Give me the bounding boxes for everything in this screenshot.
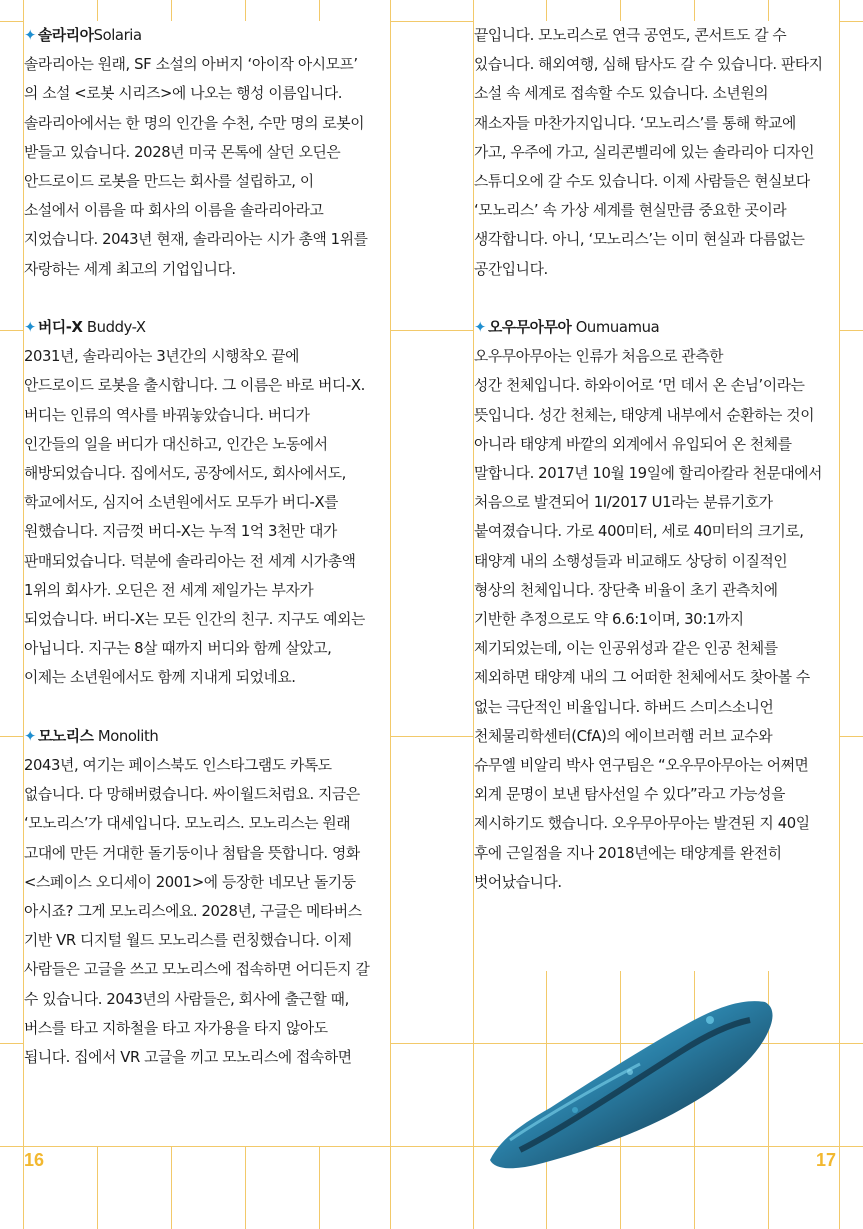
body-line: 제시하기도 했습니다. 오우무아무아는 발견된 지 40일 [474,815,810,833]
body-line: 학교에서도, 심지어 소년원에서도 모두가 버디-X를 [24,494,339,512]
body-line: 공간입니다. [474,260,548,278]
section-title [474,313,839,342]
body-line: 제기되었는데, 이는 인공위성과 같은 인공 천체를 [474,640,778,658]
body-line: ‘모노리스’ 속 가상 세계를 현실만큼 중요한 곳이라 [474,202,787,220]
section-title-english: Buddy-X [86,319,146,337]
body-line: 고대에 만든 거대한 돌기둥이나 첨탑을 뜻합니다. 영화 [24,844,360,862]
body-line: 아니라 태양계 바깥의 외계에서 유입되어 온 천체를 [474,435,792,453]
body-line: 제외하면 태양계 내의 그 어떠한 천체에서도 찾아볼 수 [474,669,810,687]
body-line: 사람들은 고글을 쓰고 모노리스에 접속하면 어디든지 갈 [24,961,370,979]
body-line: 외계 문명이 보낸 탐사선일 수 있다”라고 가능성을 [474,786,785,804]
section-title-english: Monolith [97,727,159,745]
body-line: 천체물리학센터(CfA)의 에이브러햄 러브 교수와 [474,727,773,745]
body-line: 소설 속 세계로 접속할 수도 있습니다. 소년원의 [474,85,769,103]
body-line: 소설에서 이름을 따 회사의 이름을 솔라리아라고 [24,202,324,220]
section-oumuamua [474,313,839,897]
body-line: 벗어났습니다. [474,873,562,891]
body-line: 솔라리아에서는 한 명의 인간을 수천, 수만 명의 로봇이 [24,114,365,132]
section-title-korean: 오우무아무아 [488,319,572,337]
section-title-korean: 모노리스 [38,727,94,745]
left-page-column [24,21,390,1146]
star-icon: ✦ [24,27,36,44]
section-title [24,313,390,342]
page-number-left: 16 [24,1150,45,1170]
body-line: 뜻입니다. 성간 천체는, 태양계 내부에서 순환하는 것이 [474,406,815,424]
body-line: 수 있습니다. 2043년의 사람들은, 회사에 출근할 때, [24,990,349,1008]
body-line: 끝입니다. 모노리스로 연극 공연도, 콘서트도 갈 수 [474,27,787,44]
body-line: 안드로이드 로봇을 만드는 회사를 설립하고, 이 [24,173,314,191]
body-line: 가고, 우주에 가고, 실리콘벨리에 있는 솔라리아 디자인 [474,143,815,161]
oumuamua-asteroid-illustration [480,990,780,1175]
section-monolith [24,722,390,1072]
body-line: 재소자들 마찬가지입니다. ‘모노리스’를 통해 학교에 [474,114,796,132]
body-line: 기반 VR 디지털 월드 모노리스를 런칭했습니다. 이제 [24,932,352,950]
body-line: 솔라리아는 원래, SF 소설의 아버지 ‘아이작 아시모프’ [24,56,358,74]
star-icon: ✦ [474,319,486,337]
body-line: 기반한 추정으로도 약 6.6:1이며, 30:1까지 [474,611,744,629]
body-line: 인간들의 일을 버디가 대신하고, 인간은 노동에서 [24,435,328,453]
body-line: ‘모노리스’가 대세입니다. 모노리스. 모노리스는 원래 [24,815,351,833]
body-line: 판매되었습니다. 덕분에 솔라리아는 전 세계 시가총액 [24,552,356,570]
body-line: 됩니다. 집에서 VR 고글을 끼고 모노리스에 접속하면 [24,1049,352,1067]
body-line: 형상의 천체입니다. 장단축 비율이 초기 관측치에 [474,581,778,599]
body-line: 버스를 타고 지하철을 타고 자가용을 타지 않아도 [24,1019,328,1037]
body-line: 없습니다. 다 망해버렸습니다. 싸이월드처럼요. 지금은 [24,786,360,804]
body-line: 2031년, 솔라리아는 3년간의 시행착오 끝에 [24,348,299,366]
body-line: 붙여졌습니다. 가로 400미터, 세로 40미터의 크기로, [474,523,804,541]
body-line: 1위의 회사가. 오딘은 전 세계 제일가는 부자가 [24,581,314,599]
section-spacer [24,284,390,313]
section-title [24,21,390,50]
body-line: 없는 극단적인 비율입니다. 하버드 스미스소니언 [474,698,774,716]
body-line: 해방되었습니다. 집에서도, 공장에서도, 회사에서도, [24,465,346,483]
body-line: 지었습니다. 2043년 현재, 솔라리아는 시가 총액 1위를 [24,231,368,249]
body-line: 스튜디오에 갈 수도 있습니다. 이제 사람들은 현실보다 [474,173,810,191]
body-line: 태양계 내의 소행성들과 비교해도 상당히 이질적인 [474,552,788,570]
section-title-english: Oumuamua [575,319,660,337]
body-line: 아시죠? 그게 모노리스에요. 2028년, 구글은 메타버스 [24,903,362,921]
body-line: 있습니다. 해외여행, 심해 탐사도 갈 수 있습니다. 판타지 [474,56,823,74]
right-page-column [474,21,839,971]
body-line: 오우무아무아는 인류가 처음으로 관측한 [474,348,724,366]
body-line: 이제는 소년원에서도 함께 지내게 되었네요. [24,669,296,687]
body-line: 2043년, 여기는 페이스북도 인스타그램도 카톡도 [24,757,332,775]
body-line: 아닙니다. 지구는 8살 때까지 버디와 함께 살았고, [24,640,332,658]
body-line: 받들고 있습니다. 2028년 미국 몬톡에 살던 오딘은 [24,143,341,161]
section-title-korean: 솔라리아 [38,27,94,44]
body-line: 안드로이드 로봇을 출시합니다. 그 이름은 바로 버디-X. [24,377,365,395]
section-title-korean: 버디-X [38,319,83,337]
section-solaria [24,21,390,284]
body-line: 말합니다. 2017년 10월 19일에 할리아칼라 천문대에서 [474,465,823,483]
section-title [24,722,390,751]
section-buddy-x [24,313,390,693]
body-line: 생각합니다. 아니, ‘모노리스’는 이미 현실과 다름없는 [474,231,805,249]
star-icon: ✦ [24,727,36,745]
page-number-right: 17 [816,1150,837,1170]
section-title-english: Solaria [93,27,142,44]
body-line: 의 소설 <로봇 시리즈>에 나오는 행성 이름입니다. [24,85,343,103]
section-spacer [24,693,390,722]
section-monolith-continued [474,21,839,284]
section-spacer [474,284,839,313]
body-line: 처음으로 발견되어 1I/2017 U1라는 분류기호가 [474,494,773,512]
body-line: 자랑하는 세계 최고의 기업입니다. [24,260,236,278]
body-line: 버디는 인류의 역사를 바꿔놓았습니다. 버디가 [24,406,310,424]
body-line: <스페이스 오디세이 2001>에 등장한 네모난 돌기둥 [24,873,356,891]
body-line: 슈무엘 비알리 박사 연구팀은 “오우무아무아는 어쩌면 [474,757,809,775]
body-line: 후에 근일점을 지나 2018년에는 태양계를 완전히 [474,844,782,862]
body-line: 되었습니다. 버디-X는 모든 인간의 친구. 지구도 예외는 [24,611,365,629]
body-line: 성간 천체입니다. 하와이어로 ‘먼 데서 온 손님’이라는 [474,377,805,395]
body-line: 원했습니다. 지금껏 버디-X는 누적 1억 3천만 대가 [24,523,337,541]
star-icon: ✦ [24,319,36,337]
